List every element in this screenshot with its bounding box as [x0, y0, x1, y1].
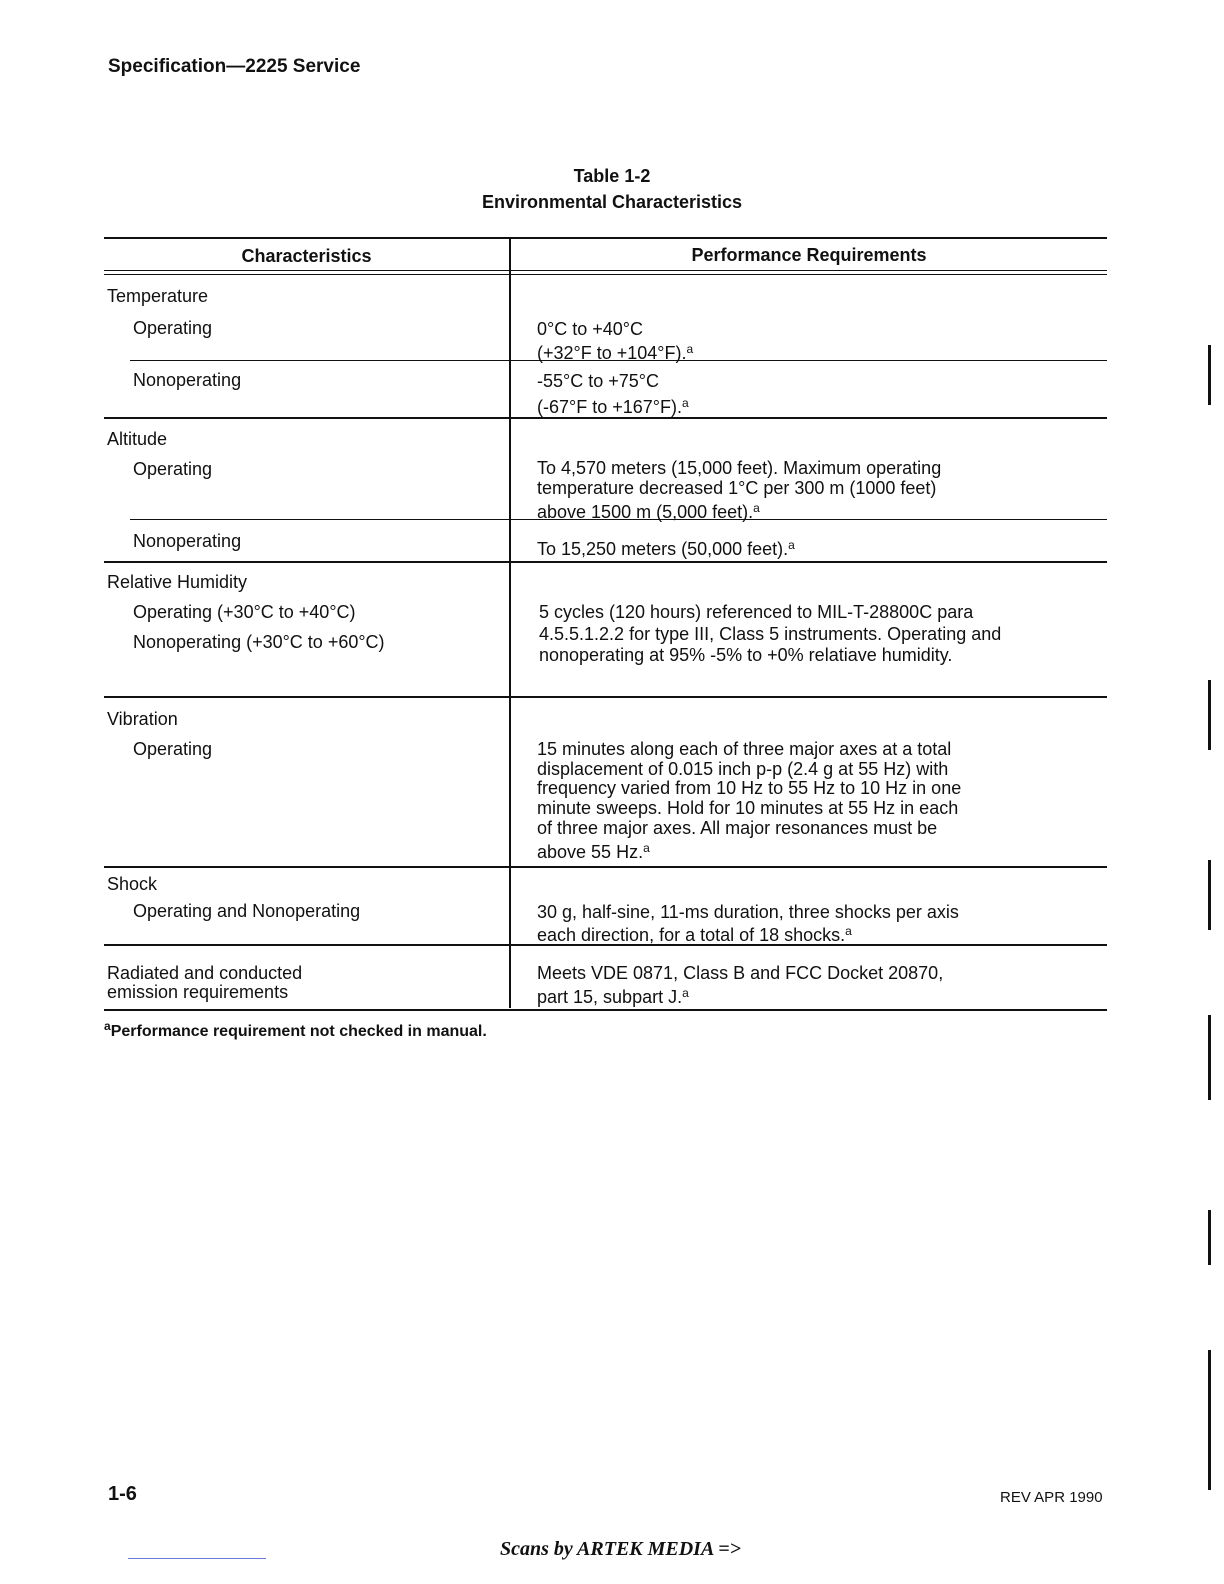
req-vibration-6: above 55 Hz.$^a$: [537, 841, 650, 862]
header-rule-lower: [104, 274, 1107, 275]
req-emission-2: part 15, subpart J.$^a$: [537, 986, 689, 1007]
req-vibration-4: minute sweeps. Hold for 10 minutes at 55 Hz in each: [537, 798, 959, 818]
label-humidity-operating: Operating (+30°C to +40°C): [133, 602, 356, 622]
req-emission-1: Meets VDE 0871, Class B and FCC Docket 20870,: [537, 963, 944, 983]
req-temperature-nonoperating-2: (-67°F to +167°F).$^a$: [537, 396, 689, 417]
req-altitude-operating-1: To 4,570 meters (15,000 feet). Maximum operating: [537, 458, 942, 478]
req-humidity-1: 5 cycles (120 hours) referenced to MIL-T-28800C para: [539, 602, 974, 622]
revision-date: REV APR 1990: [1000, 1489, 1103, 1506]
row-group-humidity: Relative Humidity: [107, 572, 248, 592]
row-rule: [104, 561, 1107, 563]
table-footnote: $^a$Performance requirement not checked in manual.: [104, 1019, 487, 1040]
req-humidity-2: 4.5.5.1.2.2 for type III, Class 5 instruments. Operating and: [539, 624, 1002, 644]
table-title: Environmental Characteristics: [481, 192, 743, 212]
label-vibration-operating: Operating: [133, 739, 213, 759]
footnote-marker: a: [845, 924, 852, 938]
scan-edge-mark: [1208, 1015, 1211, 1100]
page-header: Specification—2225 Service: [108, 56, 361, 77]
req-altitude-operating-2: temperature decreased 1°C per 300 m (1000 feet): [537, 478, 937, 498]
column-divider: [509, 238, 511, 1008]
scan-credit: Scans by ARTEK MEDIA =>: [500, 1538, 741, 1560]
footnote-marker: a: [686, 342, 694, 356]
req-vibration-3: frequency varied from 10 Hz to 55 Hz to 10 Hz in one: [537, 778, 962, 798]
req-temperature-operating-2: (+32°F to +104°F).$^a$: [537, 342, 694, 363]
row-group-temperature: Temperature: [107, 286, 209, 306]
label-humidity-nonoperating: Nonoperating (+30°C to +60°C): [133, 632, 385, 652]
req-shock-2: each direction, for a total of 18 shocks.$^a$: [537, 924, 852, 945]
column-header-requirements: Performance Requirements: [691, 245, 927, 265]
req-temperature-nonoperating-1: -55°C to +75°C: [537, 371, 659, 391]
req-altitude-nonoperating-1: To 15,250 meters (50,000 feet).$^a$: [537, 538, 795, 559]
row-group-shock: Shock: [107, 874, 158, 894]
header-rule-upper: [104, 270, 1107, 271]
footnote-marker: a: [104, 1019, 111, 1033]
req-vibration-2: displacement of 0.015 inch p-p (2.4 g at 55 Hz) with: [537, 759, 949, 779]
label-temperature-nonoperating: Nonoperating: [133, 370, 242, 390]
scan-edge-mark: [1208, 860, 1211, 930]
row-rule: [104, 866, 1107, 868]
footnote-marker: a: [643, 841, 650, 855]
label-altitude-operating: Operating: [133, 459, 213, 479]
label-shock: Operating and Nonoperating: [133, 901, 361, 921]
column-header-characteristics: Characteristics: [241, 246, 372, 266]
scan-edge-mark: [1208, 345, 1211, 405]
req-altitude-operating-3: above 1500 m (5,000 feet).$^a$: [537, 501, 760, 522]
row-rule: [104, 696, 1107, 698]
table-number: Table 1-2: [573, 166, 651, 186]
row-rule: [104, 417, 1107, 419]
row-group-vibration: Vibration: [107, 709, 178, 729]
scan-edge-mark: [1208, 1210, 1211, 1265]
label-altitude-nonoperating: Nonoperating: [133, 531, 242, 551]
req-shock-1: 30 g, half-sine, 11-ms duration, three shocks per axis: [537, 902, 959, 922]
footnote-marker: a: [788, 538, 795, 552]
req-vibration-5: of three major axes. All major resonances must be: [537, 818, 938, 838]
req-vibration-1: 15 minutes along each of three major axes at a total: [537, 739, 952, 759]
footnote-marker: a: [753, 501, 760, 515]
row-group-altitude: Altitude: [107, 429, 168, 449]
footnote-marker: a: [682, 986, 689, 1000]
label-temperature-operating: Operating: [133, 318, 213, 338]
footnote-marker: a: [681, 396, 689, 410]
scan-edge-mark: [1208, 1350, 1211, 1490]
label-emission-1: Radiated and conducted: [107, 963, 303, 983]
table-top-rule: [104, 237, 1107, 239]
req-humidity-3: nonoperating at 95% -5% to +0% relatiave humidity.: [539, 645, 953, 665]
link-underline: [128, 1558, 266, 1559]
scan-edge-mark: [1208, 680, 1211, 750]
table-bottom-rule: [104, 1009, 1107, 1011]
req-temperature-operating-1: 0°C to +40°C: [537, 319, 643, 339]
page-number: 1-6: [108, 1483, 137, 1505]
label-emission-2: emission requirements: [107, 982, 289, 1002]
